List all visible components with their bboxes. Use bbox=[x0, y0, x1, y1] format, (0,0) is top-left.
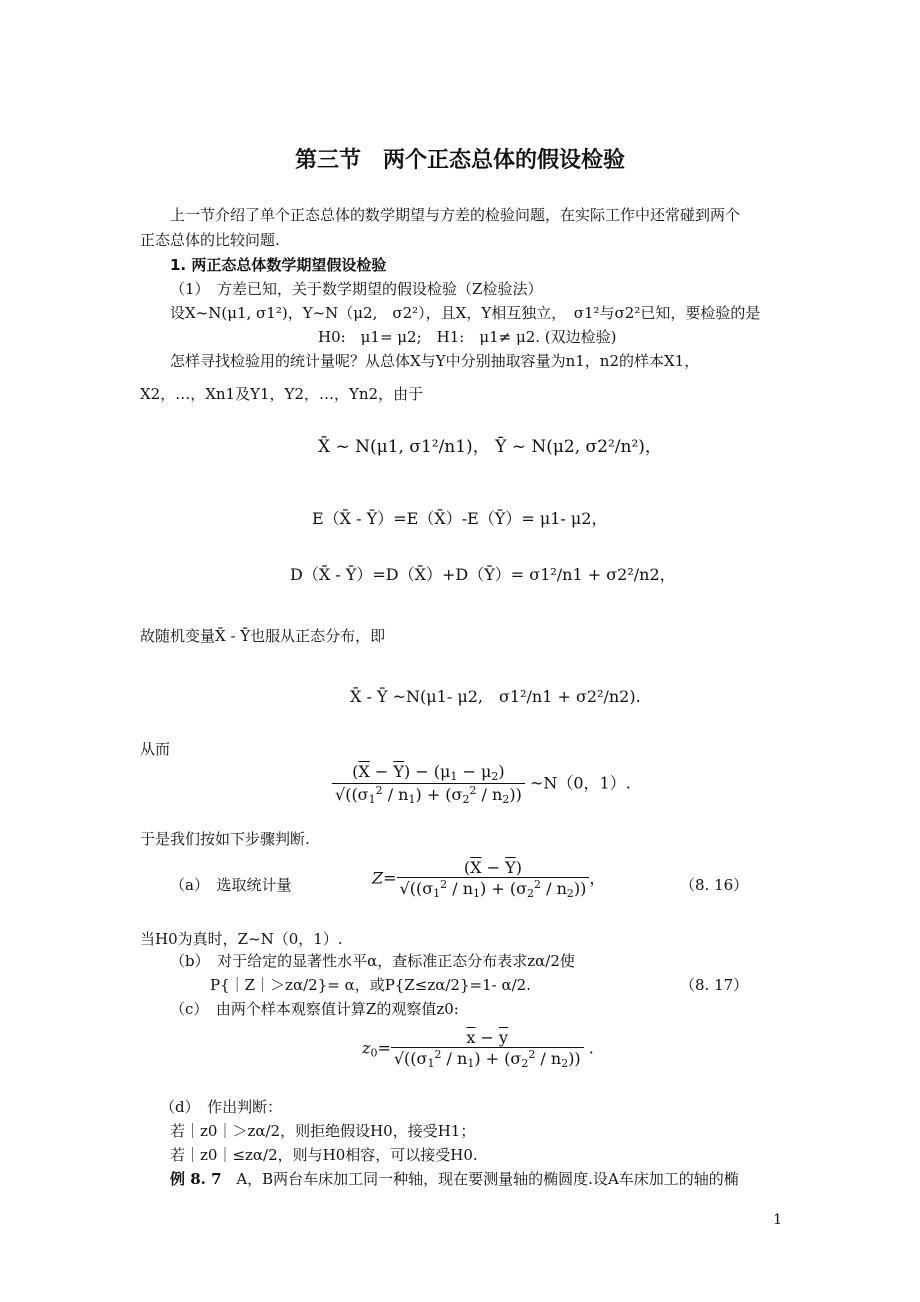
step-d-label: （d） 作出判断： bbox=[160, 1098, 283, 1116]
formula-variance: D（X̄ - Ȳ）=D（X̄）+D（Ȳ）= σ1²/n1 + σ2²/n2， bbox=[290, 565, 676, 584]
standardized-tail: ~N（0，1）. bbox=[529, 773, 631, 793]
formula-difference: X̄ - Ȳ ~N(μ1- μ2, σ1²/n1 + σ2²/n2). bbox=[350, 687, 641, 706]
therefore-line: 故随机变量X̄ - Ȳ也服从正态分布，即 bbox=[140, 627, 386, 645]
step-b-line: （b） 对于给定的显著性水平α，查标准正态分布表求zα/2使 bbox=[170, 952, 575, 970]
h0-true-line: 当H0为真时，Z~N（0，1）. bbox=[140, 930, 343, 948]
question-line-1: 怎样寻找检验用的统计量呢？从总体X与Y中分别抽取容量为n1，n2的样本X1， bbox=[170, 352, 700, 370]
example-line bbox=[170, 1168, 739, 1189]
z-fraction: $\frac{(\overline{X} - \overline{Y})}{√((\sigma_1^2 / n_1) + (\sigma_2^2 / n_2))}$ bbox=[397, 858, 590, 900]
page-title: 第三节 两个正态总体的假设检验 bbox=[294, 148, 625, 173]
setup-line: 设X~N(μ1, σ1²)，Y~N（μ2, σ2²），且X，Y相互独立， σ1²与σ2²已知，要检验的是 bbox=[170, 304, 761, 322]
thus-label: 从而 bbox=[140, 740, 171, 758]
page-number: 1 bbox=[773, 1212, 782, 1228]
question-line-2: X2，…，Xn1及Y1，Y2，…，Yn2，由于 bbox=[140, 385, 424, 403]
formula-distribution: X̄ ~ N(μ1, σ1²/n1)， Ȳ ~ N(μ2, σ2²/n²)， bbox=[318, 437, 662, 457]
decision-accept: 若｜z0｜≤zα/2，则与H0相容，可以接受H0. bbox=[170, 1146, 478, 1164]
step-a-label: （a） 选取统计量 bbox=[170, 876, 292, 894]
formula-z0: $z_0=$ $\frac{\overline{x} - \overline{y}}{√((\sigma_1^2 / n_1) + (\sigma_2^2 / n_2))}$ . bbox=[362, 1028, 594, 1070]
standardized-fraction: $\frac{(\overline{X} - \overline{Y}) - (\mu_1 - \mu_2)}{√((\sigma_1^2 / n_1) + (\sigma_2^2 / n_2))}$ bbox=[332, 762, 525, 806]
decision-reject: 若｜z0｜＞zα/2，则拒绝假设H0，接受H1； bbox=[170, 1122, 476, 1140]
step-c-line: （c） 由两个样本观察值计算Z的观察值z0: bbox=[170, 1000, 459, 1018]
equation-number-817: （8. 17） bbox=[680, 976, 749, 994]
hypothesis-line: H0: μ1= μ2; H1: μ1≠ μ2. (双边检验) bbox=[318, 328, 617, 346]
intro-line-1: 上一节介绍了单个正态总体的数学期望与方差的检验问题，在实际工作中还常碰到两个 bbox=[170, 206, 741, 224]
case-heading: （1） 方差已知，关于数学期望的假设检验（Z检验法） bbox=[170, 280, 543, 298]
formula-standardized bbox=[332, 762, 631, 806]
equation-number-816: （8. 16） bbox=[680, 876, 749, 894]
section-heading: 1. 两正态总体数学期望假设检验 bbox=[170, 256, 387, 274]
probability-line: P{｜Z｜＞zα/2}= α，或P{Z≤zα/2}=1- α/2. bbox=[210, 976, 531, 994]
formula-expectation: E（X̄ - Ȳ）=E（X̄）-E（Ȳ）= μ1- μ2， bbox=[312, 509, 608, 528]
z0-fraction: $\frac{\overline{x} - \overline{y}}{√((\sigma_1^2 / n_1) + (\sigma_2^2 / n_2))}$ bbox=[391, 1028, 584, 1070]
steps-intro: 于是我们按如下步骤判断. bbox=[140, 830, 310, 848]
example-text: A，B两台车床加工同一种轴，现在要测量轴的椭圆度.设A车床加工的轴的椭 bbox=[236, 1170, 739, 1188]
formula-z-statistic: Z= $\frac{(\overline{X} - \overline{Y})}{√((\sigma_1^2 / n_1) + (\sigma_2^2 / n_2))}$ ， bbox=[372, 858, 606, 900]
intro-line-2: 正态总体的比较问题. bbox=[140, 231, 280, 249]
example-label: 例 8. 7 bbox=[170, 1170, 222, 1188]
